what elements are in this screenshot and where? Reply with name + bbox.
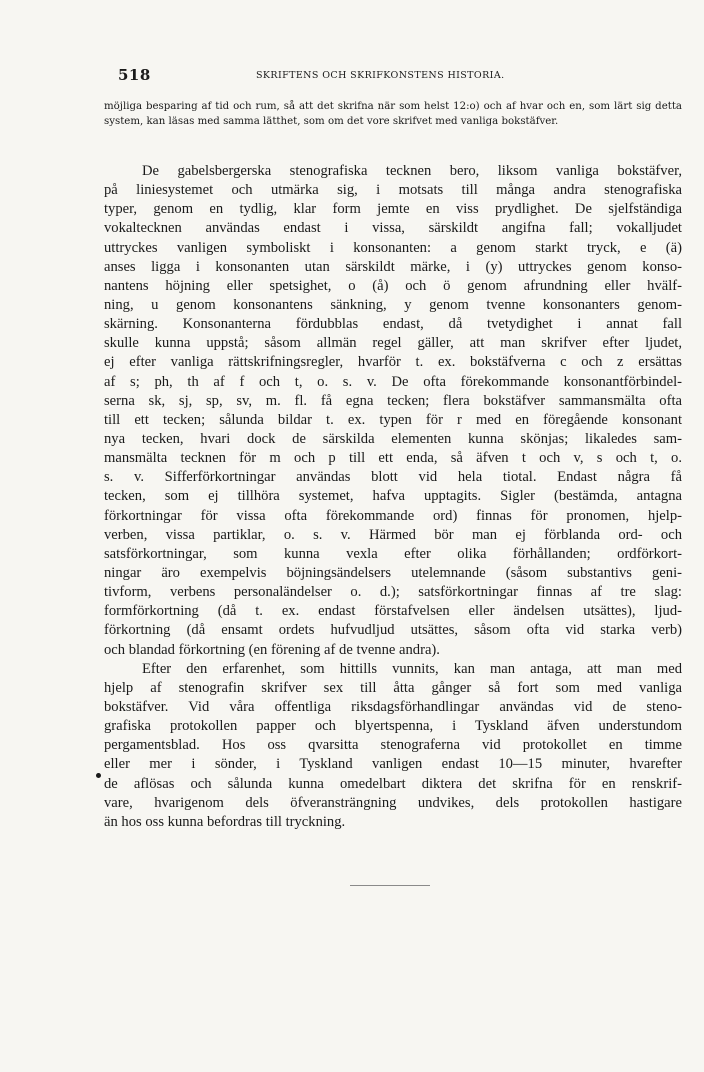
text-line: af s; ph, th af f och t, o. s. v. De ofta förekommande konsonantförbindel- [104,373,682,390]
text-line: skärning. Konsonanterna fördubblas endast, då tvetydighet i annat fall [104,316,682,333]
text-line: nantens höjning eller spetsighet, o (å) och ö genom afrundning eller hvälf- [104,277,682,294]
text-line: formförkortning (då t. ex. endast förstafvelsen eller ändelsen utsättes), ljud- [104,603,682,620]
text-line: satsförkortningar, som kunna vexla efter olika förhållanden; ordförkort- [104,545,682,562]
text-line: bokstäfver. Vid våra offentliga riksdagsförhandlingar användas vid de steno- [104,698,682,715]
text-line: eller mer i sönder, i Tyskland vanligen endast 10—15 minuter, hvarefter [104,756,682,773]
text-line: De gabelsbergerska stenografiska tecknen bero, liksom vanliga bokstäfver, [142,163,682,179]
text-line: förkortningar för vissa ofta förekommande ord) finnas för pronomen, hjelp- [104,507,682,524]
text-line: tivform, verbens personaländelser o. d.); satsförkortningar finnas af tre slag: [104,584,682,601]
text-line: och blandad förkortning (en förening af de tvenne andra). [104,641,440,658]
text-line: Efter den erfarenhet, som hittills vunnits, kan man antaga, att man med [142,660,682,677]
text-line: förkortning (då ensamt ordets hufvudljud utsättes, såsom ofta vid starka verb) [104,622,682,639]
text-line: hjelp af stenografin skrifver sex till åtta gånger så fort som med vanliga [104,679,682,696]
text-line: tecken, som ej tillhöra systemet, hafva upptagits. Sigler (bestämda, antagna [104,488,682,505]
text-line: vokaltecknen användas endast i vissa, särskildt angifna fall; vokalljudet [104,220,682,237]
end-rule [350,885,430,886]
running-head: SKRIFTENS OCH SKRIFKONSTENS HISTORIA. [256,70,505,81]
text-line: skulle kunna uppstå; såsom allmän regel gäller, att man skrifver efter ljudet, [104,335,682,352]
text-line: på liniesystemet och utmärka sig, i motsats till många andra stenografiska [104,182,682,199]
text-line: ej efter vanliga rättskrifningsregler, hvarför t. ex. bokstäfverna c och z ersättas [104,354,682,371]
footnote-continuation: möjliga besparing af tid och rum, så att det skrifna när som helst 12:o) och af hvar och en, som lärt sig detta system, kan läsas med samma lätthet, som om det vore skrifvet med vanliga bokstäfver. [104,101,682,127]
text-line: de aflösas och sålunda kunna omedelbart diktera det skrifna för en renskrif- [104,775,682,792]
text-line: ning, u genom konsonantens sänkning, y genom tvenne konsonanters genom- [104,296,682,313]
text-line: mansmälta tecknen för m och p till ett enda, så äfven t och v, s och t, o. [104,450,682,467]
text-line: uttryckes vanligen symboliskt i konsonanten: a genom starkt tryck, e (ä) [104,239,682,256]
text-line: nya tecken, hvari dock de särskilda elementen kunna skönjas; likaledes sam- [104,430,682,447]
text-line: än hos oss kunna befordras till tryckning. [104,813,346,830]
ink-blot-mark [96,773,101,778]
text-line: anses ligga i konsonanten utan särskildt märke, i (y) uttryckes genom konso- [104,258,682,275]
text-line: verben, vissa partiklar, o. s. v. Härmed bör man ej förblanda ord- och [104,526,682,543]
page-number: 518 [118,66,151,84]
text-line: typer, genom en tydlig, klar form jemte en viss prydlighet. De sjelfständiga [104,201,682,218]
text-line: s. v. Sifferförkortningar användas blott vid hela tiotal. Endast några få [104,469,682,486]
text-line: grafiska protokollen papper och blyertspenna, i Tyskland äfven understundom [104,718,682,735]
text-line: serna sk, sj, sp, sv, m. fl. få egna tecken; flera bokstäfver sammansmälta ofta [104,392,682,409]
text-line: pergamentsblad. Hos oss qvarsitta stenograferna vid protokollet en timme [104,737,682,754]
text-line: vare, hvarigenom dels öfveransträngning undvikes, dels protokollen hastigare [104,794,682,811]
text-line: till ett tecken; sålunda bildar t. ex. typen för r med en föregående konsonant [104,411,682,428]
text-line: ningar äro exempelvis böjningsändelsers utelemnande (såsom substantivs geni- [104,564,682,581]
body-text [104,162,682,832]
